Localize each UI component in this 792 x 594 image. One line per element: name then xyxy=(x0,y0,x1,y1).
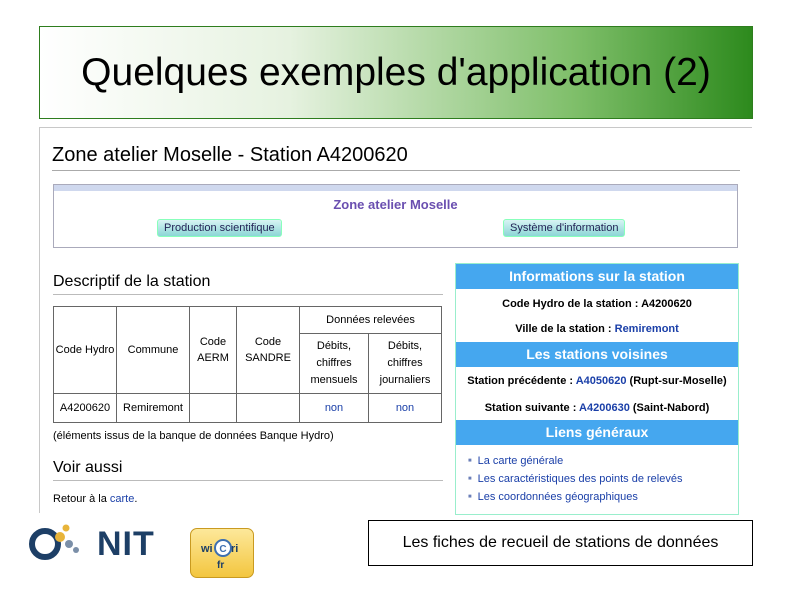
infobox xyxy=(455,263,739,515)
nit-logo-icon xyxy=(27,517,97,567)
code-label: Code Hydro de la station : xyxy=(502,298,642,310)
station-table xyxy=(53,306,442,423)
zone-box-topbar xyxy=(54,185,737,191)
header-commune: Commune xyxy=(117,307,190,394)
station-precedente-row xyxy=(456,375,738,387)
infobox-code-row xyxy=(456,298,738,310)
descriptif-divider xyxy=(53,294,443,295)
code-value: A4200620 xyxy=(641,298,692,310)
station-suivante-row xyxy=(456,402,738,414)
header-debits-journaliers: Débits, chiffres journaliers xyxy=(369,334,442,394)
caption-text: Les fiches de recueil de stations de données xyxy=(402,534,719,551)
cell-code-sandre xyxy=(237,394,300,423)
prec-suffix: (Rupt-sur-Moselle) xyxy=(626,375,727,387)
wicri-text-right: ri xyxy=(231,543,239,555)
svg-text:C: C xyxy=(219,544,227,555)
infobox-header-voisines: Les stations voisines xyxy=(456,342,738,367)
zone-title: Zone atelier Moselle xyxy=(333,197,458,212)
infobox-header-liens: Liens généraux xyxy=(456,420,738,445)
header-code-aerm: Code AERM xyxy=(190,307,237,394)
wicri-globe-icon xyxy=(214,538,232,558)
lien-coordonnees[interactable]: ■ Les coordonnées géographiques xyxy=(468,488,682,506)
wicri-logo xyxy=(190,528,254,578)
lien-caracteristiques[interactable]: ■ Les caractéristiques des points de relevés xyxy=(468,470,682,488)
header-donnees-relevees: Données relevées xyxy=(300,307,442,334)
descriptif-heading: Descriptif de la station xyxy=(53,273,211,290)
slide-title: Quelques exemples d'application (2) xyxy=(81,50,711,94)
source-note: (éléments issus de la banque de données Banque Hydro) xyxy=(53,430,334,442)
prec-label: Station précédente : xyxy=(467,375,576,387)
header-debits-mensuels: Débits, chiffres mensuels xyxy=(300,334,369,394)
wicri-text-left: wi xyxy=(201,543,213,555)
cell-code-hydro: A4200620 xyxy=(54,394,117,423)
retour-suffix: . xyxy=(134,493,138,505)
lien-carte-generale[interactable]: ■ La carte générale xyxy=(468,452,682,470)
ville-label: Ville de la station : xyxy=(515,323,615,335)
title-divider xyxy=(52,170,740,171)
station-page-screenshot xyxy=(39,127,752,513)
table-row xyxy=(54,394,442,423)
voir-aussi-heading: Voir aussi xyxy=(53,459,123,476)
liens-list xyxy=(468,452,682,506)
zone-atelier-box xyxy=(53,184,738,248)
systeme-information-button[interactable]: Système d'information xyxy=(503,219,625,237)
suiv-label: Station suivante : xyxy=(484,402,580,414)
prec-link[interactable]: A4050620 xyxy=(575,375,627,387)
nit-logo-text: NIT xyxy=(97,525,155,563)
slide-title-banner xyxy=(39,26,753,119)
retour-prefix: Retour à la xyxy=(53,493,110,505)
header-code-sandre: Code SANDRE xyxy=(237,307,300,394)
voir-aussi-divider xyxy=(53,480,443,481)
cell-code-aerm xyxy=(190,394,237,423)
infobox-ville-row xyxy=(456,323,738,335)
page-title: Zone atelier Moselle - Station A4200620 xyxy=(52,144,408,166)
retour-line xyxy=(53,493,137,505)
suiv-suffix: (Saint-Nabord) xyxy=(629,402,710,414)
header-code-hydro: Code Hydro xyxy=(54,307,117,394)
cell-journaliers-link[interactable]: non xyxy=(369,394,442,423)
carte-link[interactable]: carte xyxy=(109,493,135,505)
nit-logo xyxy=(27,517,177,567)
suiv-link[interactable]: A4200630 xyxy=(579,402,630,414)
wicri-text-bottom: fr xyxy=(217,560,225,571)
cell-mensuels-link[interactable]: non xyxy=(300,394,369,423)
production-scientifique-button[interactable]: Production scientifique xyxy=(157,219,282,237)
cell-commune: Remiremont xyxy=(117,394,190,423)
infobox-header-info: Informations sur la station xyxy=(456,264,738,289)
caption-box xyxy=(368,520,753,566)
ville-link[interactable]: Remiremont xyxy=(614,323,679,335)
